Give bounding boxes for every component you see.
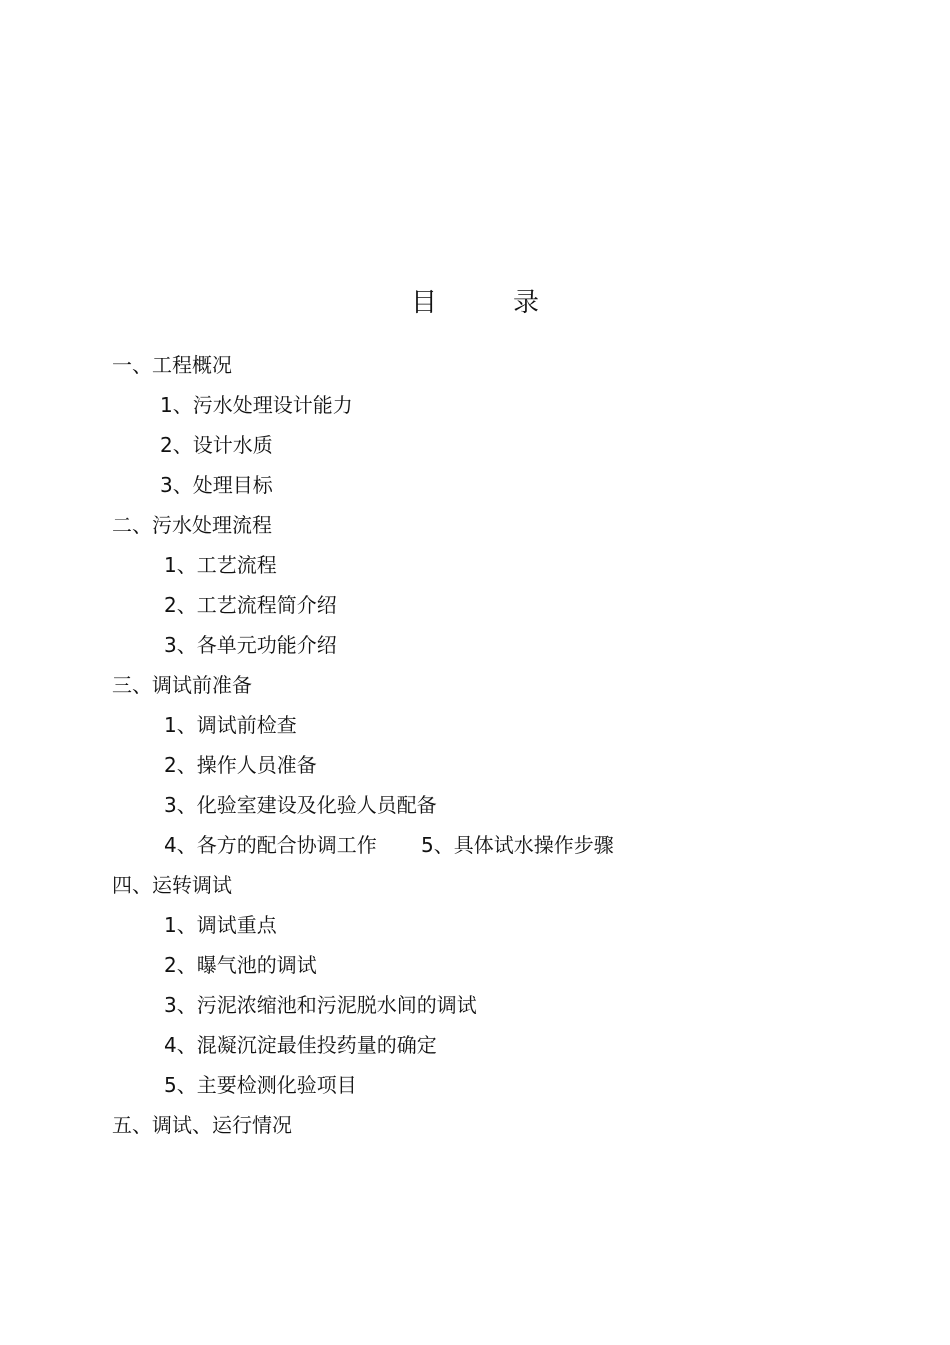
toc-section-5: 五、调试、运行情况 [112,1113,292,1137]
toc-section-1: 一、工程概况 [112,353,232,377]
toc-item-3-4-row [0,825,950,865]
toc-item-4-1: 1、调试重点 [164,913,277,937]
toc-item-4-5: 5、主要检测化验项目 [164,1073,357,1097]
toc-item-1-3: 3、处理目标 [160,473,273,497]
toc-item-2-2: 2、工艺流程简介绍 [164,593,337,617]
toc-item-1-1: 1、污水处理设计能力 [160,393,353,417]
toc-item-4-4: 4、混凝沉淀最佳投药量的确定 [164,1033,437,1057]
toc-item-3-1: 1、调试前检查 [164,713,297,737]
toc-title-char-1: 目 [411,288,438,318]
toc-title [0,286,950,320]
table-of-contents [0,345,950,1145]
toc-item-2-1: 1、工艺流程 [164,553,277,577]
toc-item-2-3: 3、各单元功能介绍 [164,633,337,657]
toc-item-3-5: 5、具体试水操作步骤 [421,833,614,857]
toc-item-4-2: 2、曝气池的调试 [164,953,317,977]
toc-item-4-3: 3、污泥浓缩池和污泥脱水间的调试 [164,993,477,1017]
toc-item-3-3: 3、化验室建设及化验人员配备 [164,793,437,817]
toc-title-char-2: 录 [513,288,540,318]
toc-item-3-4: 4、各方的配合协调工作 [164,833,377,857]
toc-item-1-2: 2、设计水质 [160,433,273,457]
toc-section-3: 三、调试前准备 [112,673,252,697]
toc-section-2: 二、污水处理流程 [112,513,272,537]
toc-section-4: 四、运转调试 [112,873,232,897]
toc-item-3-2: 2、操作人员准备 [164,753,317,777]
